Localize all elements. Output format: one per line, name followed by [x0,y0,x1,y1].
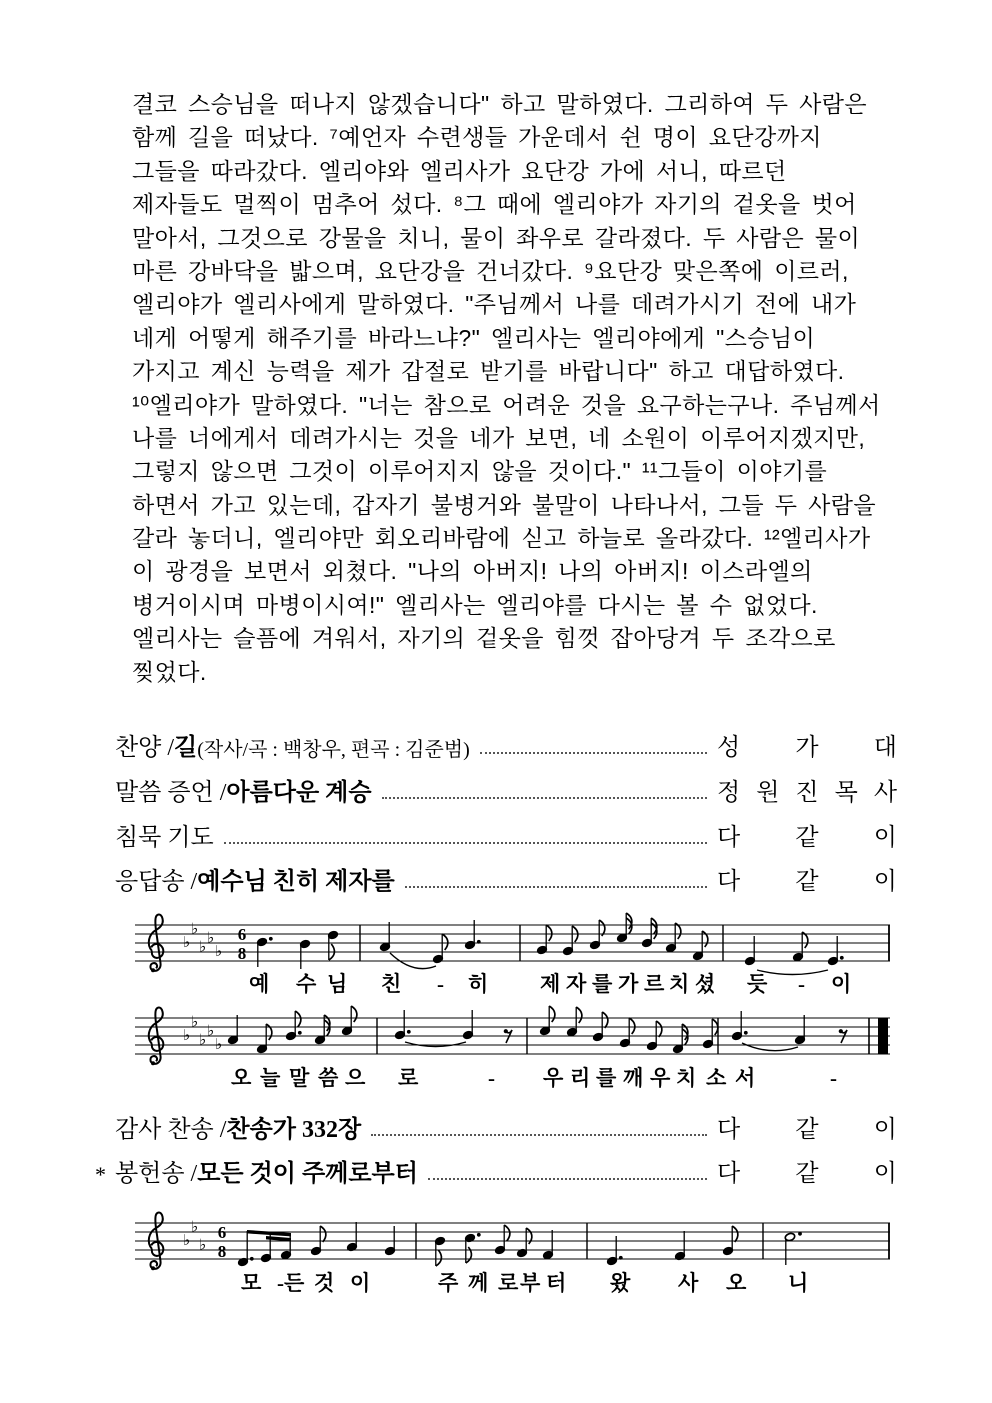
lyric-syllable: 서 [735,1066,756,1090]
passage-line: 네게 어떻게 해주기를 바라느냐?" 엘리사는 엘리야에게 "스승님이 [132,324,816,351]
lyric-syllable: 치 [676,1066,697,1090]
lyric-syllable: 수 [296,972,317,996]
flat-sign: ♭ [215,1035,223,1053]
lyric-syllable: 로 [398,1066,419,1090]
passage-line: 갈라 놓더니, 엘리야만 회오리바람에 싣고 하늘로 올라갔다. ¹²엘리사가 [132,525,871,552]
flat-sign: ♭ [191,1217,199,1236]
lyric-syllable: 님 [327,972,348,996]
song-title: 예수님 친히 제자를 [197,869,395,895]
order-row-offertory-song [95,1154,897,1188]
lyric-syllable: 듯 [747,972,768,996]
lyric-syllable: 가 [618,972,639,996]
performer: 다 같 이 [717,869,897,895]
flat-sign: ♭ [199,1235,207,1254]
order-row-praise [95,728,897,762]
note [794,1015,805,1045]
note [665,923,680,953]
lyric-syllable: 예 [249,972,270,996]
lyric-syllable: 로 [498,1271,519,1295]
order-row-silent-prayer [95,818,897,852]
passage-line: 엘리야가 엘리사에게 말하였다. "주님께서 나를 데려가시기 전에 내가 [132,291,857,318]
tie [405,1042,466,1047]
lyric-syllable: 사 [678,1271,699,1295]
order-row-response-song [95,862,897,896]
note [692,931,707,961]
note [562,926,577,956]
item-label: 말씀 증언 / [115,780,227,806]
passage-line: 제자들도 멀찍이 멈추어 섰다. ⁸그 때에 엘리야가 자기의 겉옷을 벗어 [132,191,857,218]
passage-line: ¹⁰엘리야가 말하였다. "너는 참으로 어려운 것을 요구하는구나. 주님께서 [132,391,881,418]
lyric-syllable: 치 [669,972,690,996]
lyric-syllable: 우 [650,1066,671,1090]
passage-line: 병거이시며 마병이시여!" 엘리사는 엘리야를 다시는 볼 수 없었다. [132,591,818,618]
passage-line: 가지고 계신 능력을 제가 갑절로 받기를 바랍니다" 하고 대답하였다. [132,358,845,385]
lyric-syllable: 모 [241,1271,262,1295]
note [539,1006,554,1036]
note [341,1006,356,1036]
item-label: 침묵 기도 [115,825,214,851]
final-thick-barline [878,1018,888,1054]
performer: 다 같 이 [717,1161,897,1187]
flat-sign: ♭ [183,1026,191,1044]
passage-line: 그렇지 않으면 그것이 이루어지지 않을 것이다." ¹¹그들이 이야기를 [132,458,828,485]
flat-sign: ♭ [207,1021,215,1040]
lyric-syllable: 셨 [695,972,716,996]
note [394,1010,410,1040]
note [432,934,447,964]
passage-line: 그들을 따라갔다. 엘리야와 엘리사가 요단강 가에 서니, 따르던 [132,157,787,184]
note [672,1024,687,1054]
note [674,1231,685,1261]
lyric-syllable: 제 [540,972,561,996]
passage-line: 마른 강바닥을 밟으며, 요단강을 건너갔다. ⁹요단강 맞은쪽에 이르러, [132,257,849,284]
lyric-syllable: 히 [468,972,489,996]
lyric-syllable: 씀 [318,1066,339,1090]
performer: 다 같 이 [717,1117,897,1143]
note [327,930,338,960]
lyric-syllable: 자 [566,972,587,996]
response-song-line-1 [110,900,910,1000]
tie [757,970,828,975]
flat-sign: ♭ [199,937,207,956]
note [616,913,631,943]
lyric-syllable: -든 [277,1271,305,1295]
note [299,939,310,969]
scripture-passage [132,88,900,689]
passage-line: 하면서 가고 있는데, 갑자기 불병거와 불말이 나타나서, 그들 두 사람을 [132,491,876,518]
hymn-number: 찬송가 332장 [226,1117,362,1143]
lyric-syllable: 이 [831,972,852,996]
passage-line: 엘리사는 슬픔에 겨워서, 자기의 겉옷을 힘껏 잡아당겨 두 조각으로 [132,625,836,652]
note [542,1230,553,1260]
lyric-syllable: 터 [546,1271,567,1295]
item-label: 찬양 / [115,735,175,761]
flat-sign: ♭ [199,1030,207,1049]
passage-line: 말아서, 그것으로 강물을 치니, 물이 좌우로 갈라졌다. 두 사람은 물이 [132,224,861,251]
flat-sign: ♭ [191,919,199,938]
lyric-syllable: 주 [438,1271,459,1295]
flat-sign: ♭ [183,1231,191,1249]
passage-line: 나를 너에게서 데려가시는 것을 네가 보면, 네 소원이 이루어지겠지만, [132,424,866,451]
dotted-leader [480,752,707,754]
passage-line: 찢었다. [132,658,207,685]
note [379,922,390,952]
lyric-syllable: 오 [231,1066,252,1090]
time-signature-bottom: 8 [237,944,247,963]
time-signature-top: 6 [237,925,247,944]
note [314,1015,329,1045]
flat-sign: ♭ [207,928,215,947]
item-label: 봉헌송 / [115,1161,198,1187]
passage-line: 결코 스승님을 떠나지 않겠습니다" 하고 말하였다. 그리하여 두 사람은 [132,91,867,117]
note [237,1231,253,1267]
lyric-syllable: 리 [570,1066,591,1090]
note [702,1019,717,1049]
item-label: 감사 찬송 / [115,1117,227,1143]
note [346,1222,357,1252]
lyric-syllable: 왔 [610,1271,631,1295]
note [566,1007,581,1037]
note [536,925,551,955]
performer: 성 가 대 [717,735,897,761]
lyric-syllable: 니 [788,1271,809,1295]
lyric-syllable: 소 [706,1066,727,1090]
lyric-syllable: - [830,1066,837,1090]
dotted-leader [405,886,707,888]
lyric-syllable: - [798,972,805,996]
note [619,1018,634,1048]
lyric-syllable: 우 [543,1066,564,1090]
dotted-leader [428,1178,707,1180]
tie [742,1043,798,1051]
lyric-syllable: 이 [350,1271,371,1295]
passage-line: 이 광경을 보면서 외쳤다. "나의 아버지! 나의 아버지! 이스라엘의 [132,558,813,585]
passage-line: 함께 길을 떠났다. ⁷예언자 수련생들 가운데서 쉰 명이 요단강까지 [132,124,822,151]
lyric-syllable: 르 [644,972,665,996]
item-label: 응답송 / [115,869,198,895]
lyric-syllable: 말 [289,1066,310,1090]
lyric-syllable: 친 [381,972,402,996]
dotted-leader [224,842,707,844]
note [256,1024,271,1054]
dotted-leader [382,797,707,799]
song-title: 길 [174,735,198,761]
lyric-syllable: - [488,1066,495,1090]
performer: 다 같 이 [717,825,897,851]
note [227,1015,238,1045]
note [744,936,755,966]
note [784,1232,802,1265]
response-song-line-2 [110,995,910,1095]
sermon-title: 아름다운 계승 [226,780,372,806]
star-marker: * [95,1162,106,1187]
lyric-syllable: 늘 [260,1066,281,1090]
order-row-thanks-hymn [95,1110,897,1144]
song-title: 모든 것이 주께로부터 [197,1161,418,1187]
lyric-syllable: 를 [596,1066,617,1090]
note [792,932,807,962]
lyric-syllable: 오 [726,1271,747,1295]
time-signature-bottom: 8 [217,1242,227,1261]
dotted-leader [371,1134,707,1136]
lyric-syllable: 께 [468,1271,489,1295]
performer: 정 원 진 목 사 [717,780,897,806]
note [462,1010,473,1040]
lyric-syllable: 깨 [623,1066,644,1090]
lyric-syllable: 것 [314,1271,335,1295]
time-signature-top: 6 [217,1223,227,1242]
lyric-syllable: 부 [520,1271,541,1295]
offertory-song-line [110,1200,910,1303]
flat-sign: ♭ [183,933,191,951]
order-row-sermon [95,773,897,807]
song-credit: (작사/곡 : 백창우, 편곡 : 김준범) [197,739,470,761]
beam [247,1230,291,1236]
lyric-syllable: 를 [592,972,613,996]
note [434,1236,445,1266]
flat-sign: ♭ [191,1012,199,1031]
lyric-syllable: 으 [345,1066,366,1090]
flat-sign: ♭ [215,942,223,960]
lyric-syllable: - [437,972,444,996]
